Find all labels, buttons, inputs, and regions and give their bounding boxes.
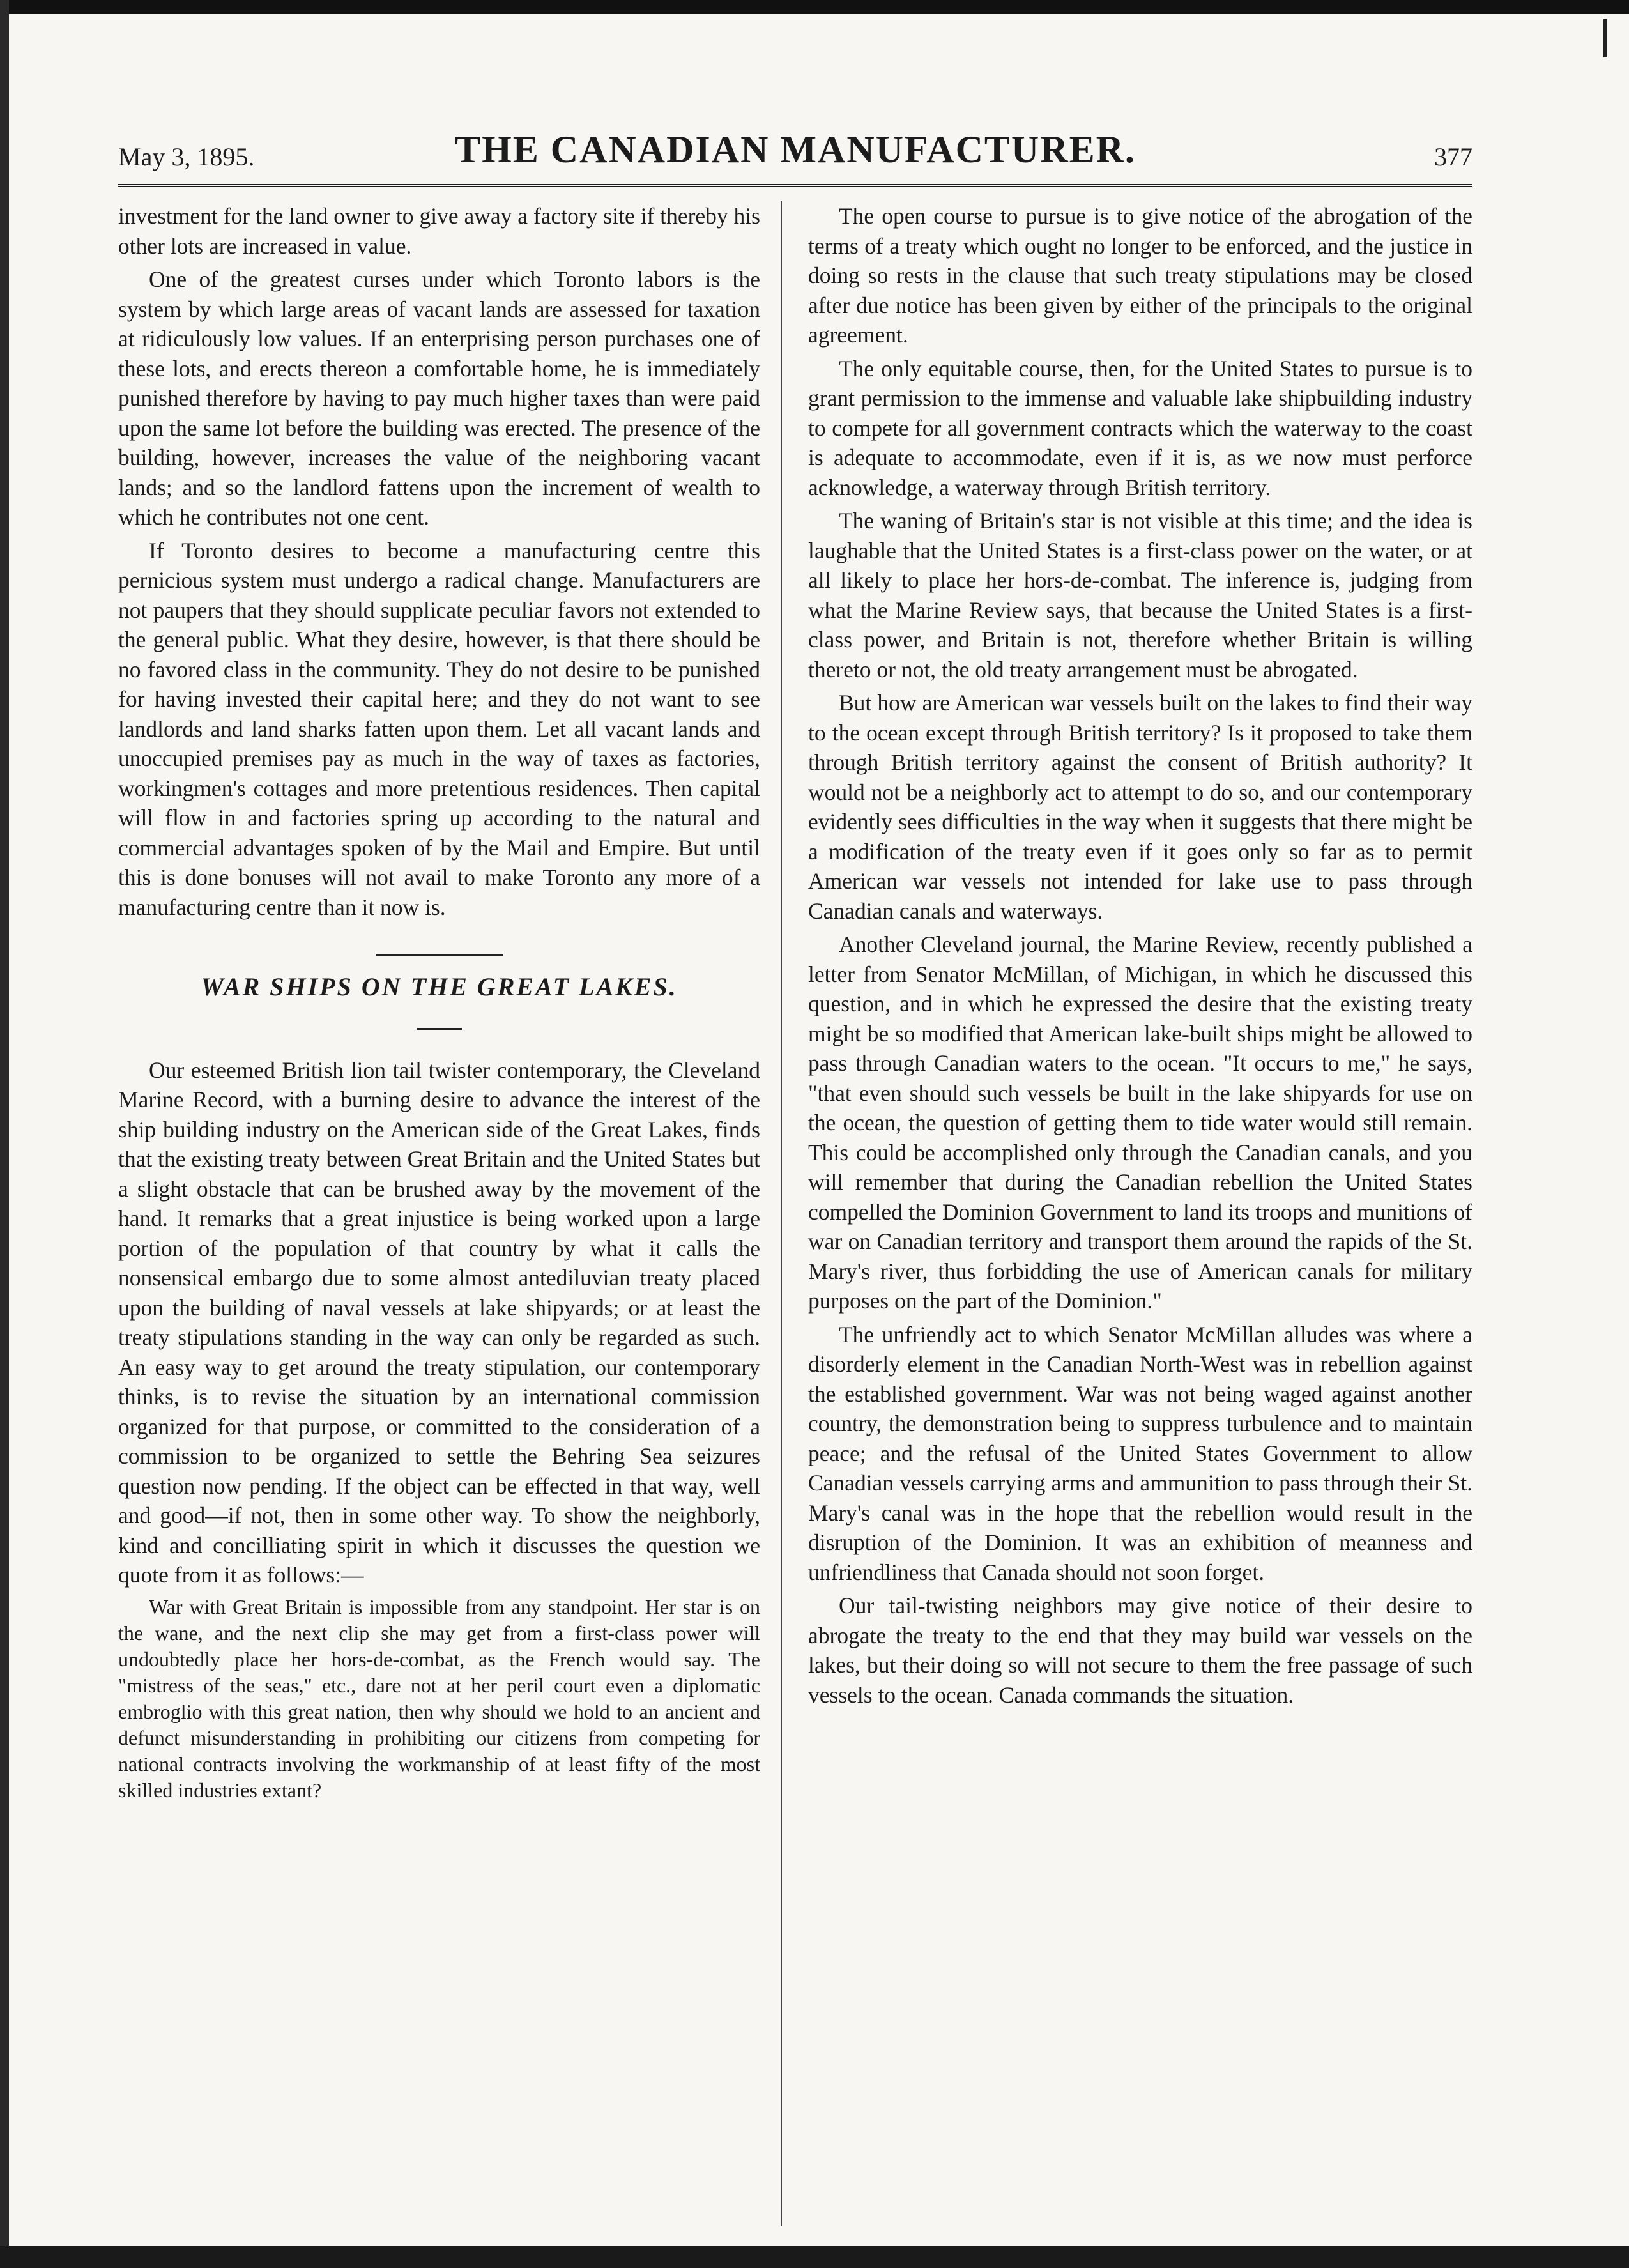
publication-title: THE CANADIAN MANUFACTURER. (455, 128, 1136, 171)
paragraph: Our tail-twisting neighbors may give notice of their desire to abrogate the treaty to the end that they may build war vessels on the lakes, but their doing so will not secure to them the free passage of such vessels to the ocean. Canada commands the situation. (808, 1593, 1472, 1708)
section-title: WAR SHIPS ON THE GREAT LAKES. (201, 972, 678, 1001)
paragraph: Another Cleveland journal, the Marine Review, recently published a letter from Senator McMillan, of Michigan, in which he discussed this question, and in which he expressed the desire that the existing treaty might be so modified that American lake-built ships might be allowed to pass through Canadian waters to the ocean. "It occurs to me," he says, "that even should such vessels be built in the lake shipyards for use on the ocean, the question of getting them to tide water would still remain. This could be accomplished only through the Canadian canals, and you will remember that during the Canadian rebellion the United States compelled the Dominion Government to land its troops and munitions of war on Canadian territory and transport them around the rapids of the St. Mary's river, thus forbidding the use of American canals for military purposes on the part of the Dominion." (808, 931, 1472, 1314)
paragraph: The only equitable course, then, for the United States to pursue is to grant permission to the immense and valuable lake shipbuilding industry to compete for all government contracts which the waterway to the coast is adequate to accommodate, even if it is, as we now must perforce acknowledge, a waterway through British territory. (808, 355, 1472, 500)
section-heading-block (118, 954, 760, 1030)
scan-edge-bottom (0, 2246, 1629, 2268)
page-header (118, 128, 1472, 179)
issue-date: May 3, 1895. (118, 142, 255, 171)
paragraph: investment for the land owner to give away a factory site if thereby his other lots are increased in value. (118, 203, 760, 259)
right-column (808, 201, 1472, 1710)
section-subrule (417, 1028, 462, 1030)
header-rule (118, 184, 1472, 187)
scan-edge-left (0, 0, 9, 2268)
quoted-passage: War with Great Britain is impossible from any standpoint. Her star is on the wane, and the next clip she may get from a first-class power will undoubtedly place her hors-de-combat, as the French would say. The "mistress of the seas," etc., dare not at her peril court even a diplomatic embroglio with this great nation, then why should we hold to an ancient and defunct misunderstanding in prohibiting our citizens from competing for national contracts involving the workmanship of at least fifty of the most skilled industries extant? (118, 1595, 760, 1802)
paragraph: But how are American war vessels built on the lakes to find their way to the ocean except through British territory? Is it proposed to take them through British territory against the consent of British authority? It would not be a neighborly act to attempt to do so, and our contemporary evidently sees difficulties in the way when it suggests that there might be a modification of the treaty even if it goes only so far as to permit American war vessels not intended for lake use to pass through Canadian canals and waterways. (808, 690, 1472, 924)
paragraph: The unfriendly act to which Senator McMillan alludes was where a disorderly element in the Canadian North-West was in rebellion against the established government. War was not being waged against another country, the demonstration being to suppress turbulence and to maintain peace; and the refusal of the United States Government to allow Canadian vessels carrying arms and ammunition to pass through their St. Mary's canal was in the hope that the rebellion would result in the disruption of the Dominion. It was an exhibition of meanness and unfriendliness that Canada should not soon forget. (808, 1321, 1472, 1585)
scan-edge-top (0, 0, 1629, 14)
section-rule (376, 954, 503, 956)
paragraph: One of the greatest curses under which Toronto labors is the system by which large areas of vacant lands are assessed for taxation at ridiculously low values. If an enterprising person purchases one of these lots, and erects thereon a comfortable home, he is immediately punished therefore by having to pay much higher taxes than were paid upon the same lot before the building was erected. The presence of the building, however, increases the value of the neighboring vacant lands; and so the landlord fattens upon the increment of wealth to which he contributes not one cent. (118, 266, 760, 530)
paragraph: The open course to pursue is to give notice of the abrogation of the terms of a treaty which ought no longer to be enforced, and the justice in doing so rests in the clause that such treaty stipulations may be closed after due notice has been given by either of the principals to the original agreement. (808, 203, 1472, 348)
column-divider (781, 201, 782, 2226)
paragraph: Our esteemed British lion tail twister contemporary, the Cleveland Marine Record, with a burning desire to advance the interest of the ship building industry on the American side of the Great Lakes, finds that the existing treaty between Great Britain and the United States but a slight obstacle that can be brushed away by the movement of the hand. It remarks that a great injustice is being worked upon a large portion of the population of that country by what it calls the nonsensical embargo due to some almost antediluvian treaty placed upon the building of naval vessels at lake shipyards; or at least the treaty stipulations standing in the way can only be regarded as such. An easy way to get around the treaty stipulation, our contemporary thinks, is to revise the situation by an international commission organized for that purpose, or committed to the consideration of a commission to be organized to settle the Behring Sea seizures question now pending. If the object can be effected in that way, well and good—if not, then in some other way. To show the neighborly, kind and concilliating spirit in which it discusses the question we quote from it as follows:— (118, 1057, 760, 1588)
paragraph: The waning of Britain's star is not visible at this time; and the idea is laughable that the United States is a first-class power on the water, or at all likely to place her hors-de-combat. The inference is, judging from what the Marine Review says, that because the United States is a first-class power, and Britain is not, therefore whether Britain is willing thereto or not, the old treaty arrangement must be abrogated. (808, 508, 1472, 682)
paragraph: If Toronto desires to become a manufacturing centre this pernicious system must undergo a radical change. Manufacturers are not paupers that they should supplicate peculiar favors not extended to the general public. What they desire, however, is that there should be no favored class in the community. They do not desire to be punished for having invested their capital here; and they do not want to see landlords and land sharks fatten upon them. Let all vacant lands and unoccupied premises pay as much in the way of taxes as factories, workingmen's cottages and more pretentious residences. Then capital will flow in and factories spring up according to the natural and commercial advantages spoken of by the Mail and Empire. But until this is done bonuses will not avail to make Toronto any more of a manufacturing centre than it now is. (118, 537, 760, 920)
scan-mark (1603, 19, 1607, 57)
page-number: 377 (1434, 142, 1472, 171)
left-column (118, 201, 760, 1804)
